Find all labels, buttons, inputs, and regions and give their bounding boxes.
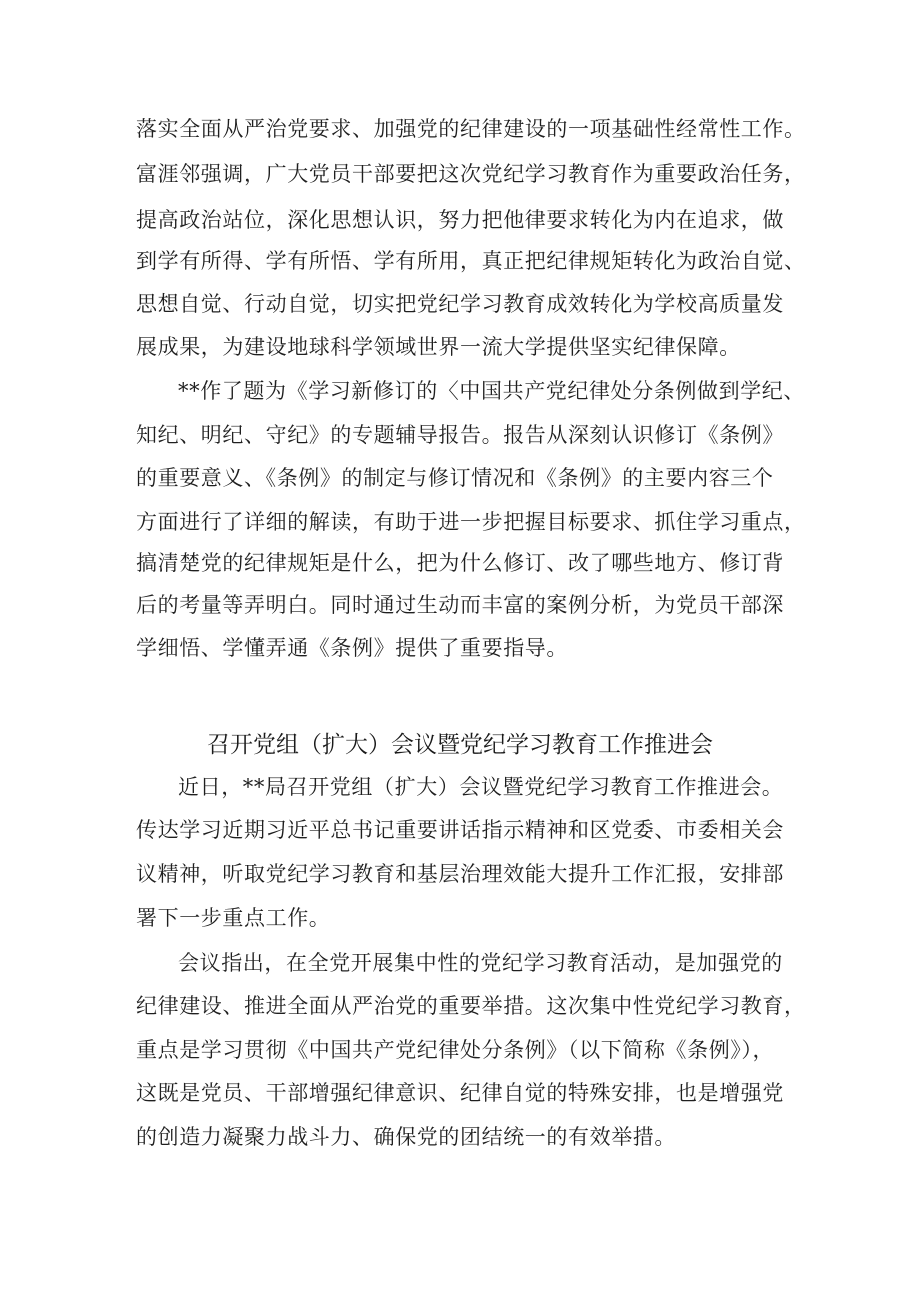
paragraph-2-line-1: **作了题为《学习新修订的〈中国共产党纪律处分条例做到学纪、 [178,379,805,403]
paragraph-4-line-3: 重点是学习贯彻《中国共产党纪律处分条例》（以下简称《条例》）， [136,1038,775,1062]
paragraph-2-line-6: 后的考量等弄明白。同时通过生动而丰富的案例分析，为党员干部深 [136,593,784,617]
paragraph-2-line-7: 学细悟、学懂弄通《条例》提供了重要指导。 [136,636,568,660]
paragraph-1-line-5: 思想自觉、行动自觉，切实把党纪学习教育成效转化为学校高质量发 [136,292,784,316]
paragraph-4-line-4: 这既是党员、干部增强纪律意识、纪律自觉的特殊安排，也是增强党 [136,1081,784,1105]
paragraph-2-line-2: 知纪、明纪、守纪》的专题辅导报告。报告从深刻认识修订《条例》 [136,423,784,447]
paragraph-2-line-3: 的重要意义、《条例》的制定与修订情况和《条例》的主要内容三个 [136,466,774,490]
paragraph-1-line-3: 提高政治站位，深化思想认识，努力把他律要求转化为内在追求，做 [136,208,784,232]
paragraph-3-line-1: 近日，**局召开党组（扩大）会议暨党纪学习教育工作推进会。 [178,775,784,799]
paragraph-1-line-1: 落实全面从严治党要求、加强党的纪律建设的一项基础性经常性工作。 [136,117,806,141]
paragraph-1-line-6: 展成果，为建设地球科学领域世界一流大学提供坚实纪律保障。 [136,335,741,359]
paragraph-4-line-1: 会议指出，在全党开展集中性的党纪学习教育活动，是加强党的 [178,951,783,975]
paragraph-3-line-4: 署下一步重点工作。 [136,906,331,930]
section-title: 召开党组（扩大）会议暨党纪学习教育工作推进会 [207,732,713,758]
paragraph-1-line-4: 到学有所得、学有所悟、学有所用，真正把纪律规矩转化为政治自觉、 [136,249,806,273]
paragraph-4-line-5: 的创造力凝聚力战斗力、确保党的团结统一的有效举措。 [136,1125,676,1149]
paragraph-2-line-5: 搞清楚党的纪律规矩是什么，把为什么修订、改了哪些地方、修订背 [136,551,784,575]
paragraph-1-line-2: 富涯邻强调，广大党员干部要把这次党纪学习教育作为重要政治任务， [136,162,806,186]
paragraph-4-line-2: 纪律建设、推进全面从严治党的重要举措。这次集中性党纪学习教育， [136,994,806,1018]
paragraph-2-line-4: 方面进行了详细的解读，有助于进一步把握目标要求、抓住学习重点， [136,510,806,534]
paragraph-3-line-2: 传达学习近期习近平总书记重要讲话指示精神和区党委、市委相关会 [136,818,784,842]
paragraph-3-line-3: 议精神，听取党纪学习教育和基层治理效能大提升工作汇报，安排部 [136,862,784,886]
